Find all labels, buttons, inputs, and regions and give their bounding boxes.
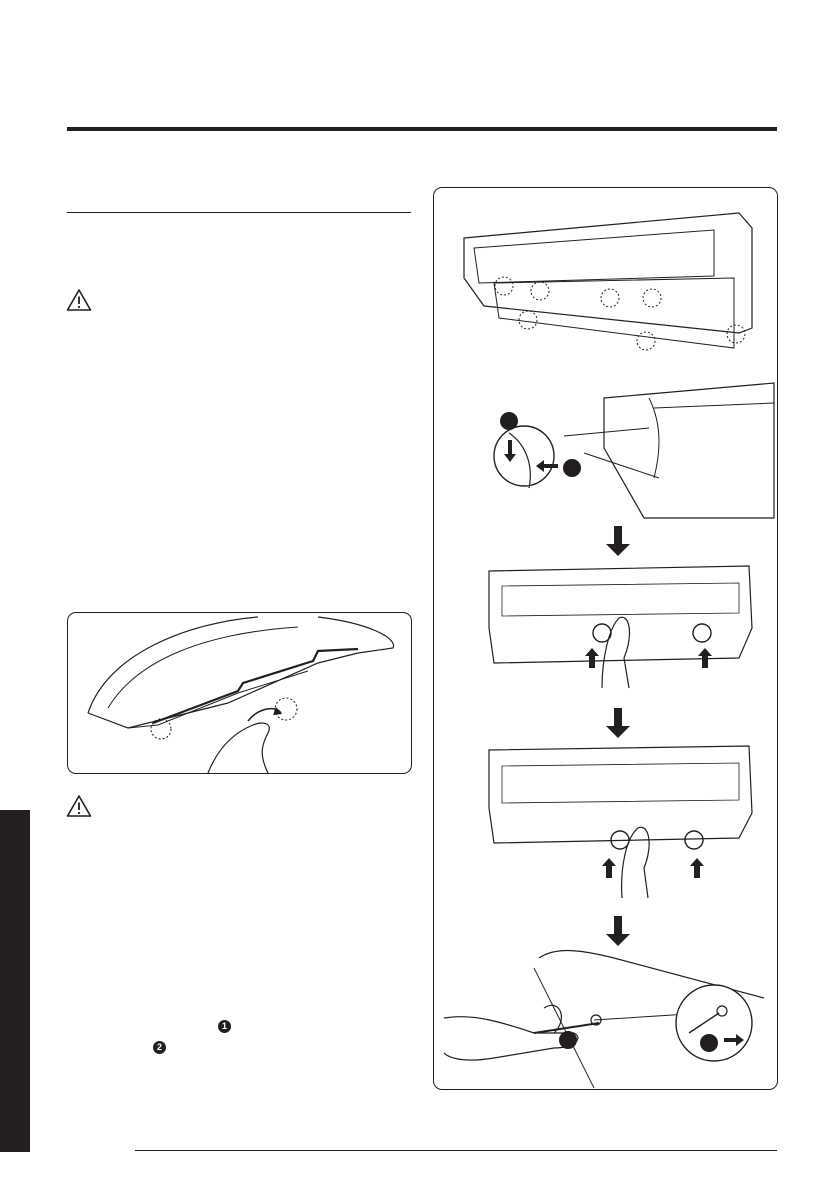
arrow-down-icon <box>606 916 630 946</box>
panel-lift-scene <box>494 383 774 518</box>
arrow-down-icon <box>606 708 630 738</box>
step-marker-2: 2 <box>153 1041 166 1054</box>
screw-removal-scene <box>444 951 764 1089</box>
section-rule <box>67 212 411 213</box>
step-marker-1: 1 <box>218 1020 231 1033</box>
panel-push-scene-1 <box>489 566 752 688</box>
header-rule <box>67 127 777 131</box>
footer-rule <box>135 1150 777 1151</box>
front-panel-steps-illustration <box>434 188 777 1089</box>
unit-overview-scene <box>464 213 752 350</box>
panel-push-scene-2 <box>489 746 752 898</box>
chapter-side-tab <box>0 810 30 1152</box>
warning-triangle-icon <box>66 794 92 818</box>
warning-triangle-icon <box>66 288 92 312</box>
arrow-down-icon <box>606 526 630 556</box>
front-panel-removal-illustration-panel <box>433 187 778 1090</box>
filter-removal-illustration-panel <box>67 612 412 774</box>
unit-underside-illustration <box>68 613 411 773</box>
